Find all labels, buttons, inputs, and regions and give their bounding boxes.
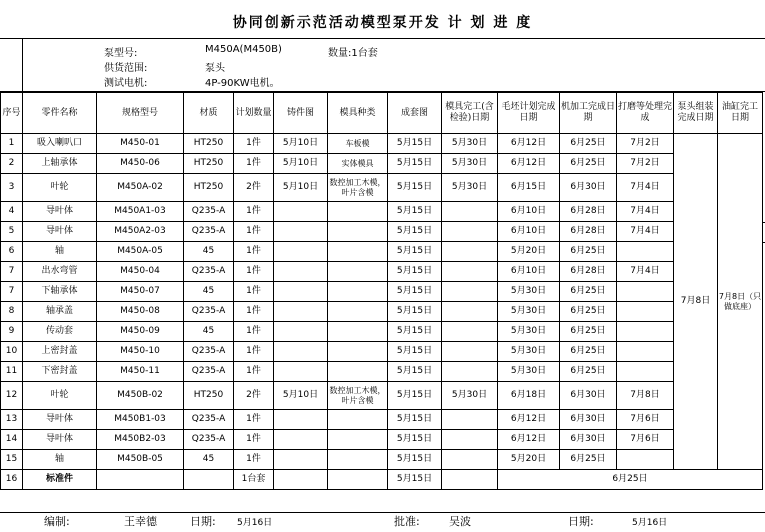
cell-blank[interactable]: 5月30日: [498, 362, 560, 382]
cell-mold[interactable]: [328, 262, 388, 282]
cell-no[interactable]: 1: [1, 134, 23, 154]
cell-name[interactable]: 吸入喇叭口: [23, 134, 97, 154]
cell-machining[interactable]: 6月25日: [560, 302, 617, 322]
cell-mold-done[interactable]: [442, 202, 498, 222]
motor-value: 4P-90KW电机。: [205, 78, 280, 89]
cell-material[interactable]: Q235-A: [184, 222, 234, 242]
cell-qty[interactable]: 2件: [234, 174, 274, 202]
cell-mold-done[interactable]: [442, 282, 498, 302]
cell-set[interactable]: 5月15日: [388, 154, 442, 174]
cell-mold[interactable]: 实体模具: [328, 154, 388, 174]
approve-name: 吴波: [449, 515, 471, 528]
cell-material[interactable]: HT250: [184, 134, 234, 154]
cell-spec[interactable]: M450A1-03: [97, 202, 184, 222]
cell-spec[interactable]: [97, 470, 184, 490]
cell-mold[interactable]: [328, 322, 388, 342]
cell-machining[interactable]: 6月25日: [560, 282, 617, 302]
pump-model-label: 泵型号:: [104, 48, 138, 59]
cell-casting[interactable]: [274, 362, 328, 382]
cell-casting[interactable]: 5月10日: [274, 134, 328, 154]
cell-casting[interactable]: [274, 430, 328, 450]
cell-spec[interactable]: M450-10: [97, 342, 184, 362]
cell-qty[interactable]: 1件: [234, 154, 274, 174]
cell-spec[interactable]: M450A-05: [97, 242, 184, 262]
cell-material[interactable]: Q235-A: [184, 410, 234, 430]
cell-blank[interactable]: 5月20日: [498, 242, 560, 262]
cell-polish[interactable]: 7月6日: [617, 410, 674, 430]
cell-name[interactable]: 下密封盖: [23, 362, 97, 382]
cell-set[interactable]: 5月15日: [388, 134, 442, 154]
cell-set[interactable]: 5月15日: [388, 302, 442, 322]
compiled-label: 编制:: [44, 515, 70, 528]
column-header: 模具种类: [328, 93, 388, 134]
cell-material[interactable]: Q235-A: [184, 362, 234, 382]
table-row: [1, 134, 763, 154]
cell-set[interactable]: 5月15日: [388, 202, 442, 222]
column-header: 毛坯计划完成日期: [498, 93, 560, 134]
cell-set[interactable]: 5月15日: [388, 242, 442, 262]
cell-no[interactable]: 4: [1, 202, 23, 222]
cell-name[interactable]: 导叶体: [23, 430, 97, 450]
cell-casting[interactable]: [274, 450, 328, 470]
cell-mold-done[interactable]: [442, 242, 498, 262]
cell-material[interactable]: 45: [184, 450, 234, 470]
cell-mold-done[interactable]: [442, 450, 498, 470]
cell-qty[interactable]: 1件: [234, 202, 274, 222]
cell-no[interactable]: 6: [1, 242, 23, 262]
cell-mold[interactable]: 车板模: [328, 134, 388, 154]
cell-material[interactable]: HT250: [184, 174, 234, 202]
cell-material[interactable]: 45: [184, 242, 234, 262]
table-row: [1, 282, 763, 302]
cell-blank[interactable]: 5月30日: [498, 342, 560, 362]
cell-material[interactable]: Q235-A: [184, 302, 234, 322]
cell-blank[interactable]: 6月15日: [498, 174, 560, 202]
column-header: 打磨等处理完成: [617, 93, 674, 134]
cell-polish[interactable]: [617, 242, 674, 262]
compiled-name: 王幸德: [124, 515, 157, 528]
cell-spec[interactable]: M450B-02: [97, 382, 184, 410]
cell-spec[interactable]: M450-11: [97, 362, 184, 382]
cell-machining[interactable]: 6月25日: [560, 154, 617, 174]
cell-material[interactable]: Q235-A: [184, 202, 234, 222]
cell-blank[interactable]: 5月30日: [498, 322, 560, 342]
cell-blank[interactable]: 6月12日: [498, 430, 560, 450]
cell-mold-done[interactable]: [442, 410, 498, 430]
cell-polish[interactable]: [617, 342, 674, 362]
cell-casting[interactable]: 5月10日: [274, 382, 328, 410]
cell-casting[interactable]: [274, 410, 328, 430]
cell-set[interactable]: 5月15日: [388, 470, 442, 490]
cell-spec[interactable]: M450-07: [97, 282, 184, 302]
table-row: [1, 202, 763, 222]
cell-material[interactable]: HT250: [184, 382, 234, 410]
cell-name[interactable]: 导叶体: [23, 222, 97, 242]
cell-mold[interactable]: [328, 470, 388, 490]
cell-casting[interactable]: [274, 202, 328, 222]
cell-material[interactable]: 45: [184, 282, 234, 302]
cell-set[interactable]: 5月15日: [388, 282, 442, 302]
cell-polish[interactable]: 7月2日: [617, 154, 674, 174]
cell-qty[interactable]: 1件: [234, 282, 274, 302]
cell-set[interactable]: 5月15日: [388, 342, 442, 362]
cell-spec[interactable]: M450B2-03: [97, 430, 184, 450]
page-title: 协同创新示范活动模型泵开发 计 划 进 度: [232, 15, 533, 31]
column-header: 泵头组装完成日期: [674, 93, 718, 134]
cell-spec[interactable]: M450-06: [97, 154, 184, 174]
cell-blank[interactable]: 6月10日: [498, 262, 560, 282]
cell-material[interactable]: Q235-A: [184, 262, 234, 282]
cell-spec[interactable]: M450B1-03: [97, 410, 184, 430]
cell-machining[interactable]: 6月25日: [560, 362, 617, 382]
cell-mold[interactable]: [328, 342, 388, 362]
cell-qty[interactable]: 1件: [234, 450, 274, 470]
cell-casting[interactable]: [274, 222, 328, 242]
column-header: 规格型号: [97, 93, 184, 134]
table-row: [1, 430, 763, 450]
cell-mold[interactable]: [328, 362, 388, 382]
cell-casting[interactable]: [274, 302, 328, 322]
cell-casting[interactable]: [274, 262, 328, 282]
cell-name[interactable]: 叶轮: [23, 382, 97, 410]
table-row: [1, 174, 763, 202]
cell-blank[interactable]: 5月20日: [498, 450, 560, 470]
date-value-2: 5月16日: [632, 518, 668, 528]
cell-name[interactable]: 导叶体: [23, 410, 97, 430]
cell-name[interactable]: 导叶体: [23, 202, 97, 222]
cell-no[interactable]: 5: [1, 222, 23, 242]
cell-machining[interactable]: 6月25日: [560, 322, 617, 342]
cell-blank[interactable]: 6月12日: [498, 410, 560, 430]
cell-spec[interactable]: M450-09: [97, 322, 184, 342]
cell-blank[interactable]: 6月10日: [498, 222, 560, 242]
cell-no[interactable]: 3: [1, 174, 23, 202]
table-row: [1, 470, 763, 490]
cell-set[interactable]: 5月15日: [388, 430, 442, 450]
cell-casting[interactable]: [274, 470, 328, 490]
motor-label: 测试电机:: [104, 78, 148, 89]
cell-polish[interactable]: 7月2日: [617, 134, 674, 154]
cell-casting[interactable]: [274, 242, 328, 262]
cell-mold-done[interactable]: [442, 322, 498, 342]
cell-casting[interactable]: 5月10日: [274, 174, 328, 202]
cell-machining[interactable]: 6月25日: [560, 450, 617, 470]
cell-no[interactable]: 16: [1, 470, 23, 490]
cell-mold-done[interactable]: [442, 362, 498, 382]
cell-qty[interactable]: 1件: [234, 242, 274, 262]
cell-set[interactable]: 5月15日: [388, 410, 442, 430]
cell-qty[interactable]: 1件: [234, 302, 274, 322]
column-header: 油缸完工日期: [718, 93, 763, 134]
cell-mold[interactable]: [328, 430, 388, 450]
column-header: 模具完工(含检验)日期: [442, 93, 498, 134]
schedule-table: [0, 92, 763, 490]
cell-name[interactable]: 传动套: [23, 322, 97, 342]
cell-date[interactable]: 6月25日: [498, 470, 763, 490]
cell-name[interactable]: 出水弯管: [23, 262, 97, 282]
cell-polish[interactable]: [617, 362, 674, 382]
cell-blank[interactable]: 5月30日: [498, 282, 560, 302]
cell-no[interactable]: 12: [1, 382, 23, 410]
cell-spec[interactable]: M450-01: [97, 134, 184, 154]
cell-no[interactable]: 2: [1, 154, 23, 174]
cell-mold[interactable]: [328, 410, 388, 430]
cylinder-date-cell[interactable]: 7月8日（只做底座）: [718, 134, 763, 470]
cell-polish[interactable]: 7月4日: [617, 202, 674, 222]
cell-material[interactable]: Q235-A: [184, 430, 234, 450]
divider: [22, 38, 23, 92]
cell-spec[interactable]: M450A2-03: [97, 222, 184, 242]
date-value-1: 5月16日: [237, 518, 273, 528]
cell-spec[interactable]: M450B-05: [97, 450, 184, 470]
table-body: [1, 134, 763, 490]
cell-no[interactable]: 7: [1, 282, 23, 302]
cell-machining[interactable]: 6月30日: [560, 382, 617, 410]
cell-mold-done[interactable]: [442, 262, 498, 282]
cell-machining[interactable]: 6月28日: [560, 202, 617, 222]
column-header: 铸件图: [274, 93, 328, 134]
cell-casting[interactable]: 5月10日: [274, 154, 328, 174]
cell-casting[interactable]: [274, 342, 328, 362]
table-row: [1, 154, 763, 174]
cell-machining[interactable]: 6月25日: [560, 134, 617, 154]
cell-mold[interactable]: [328, 222, 388, 242]
cell-name[interactable]: 叶轮: [23, 174, 97, 202]
cell-mold-done[interactable]: [442, 302, 498, 322]
cell-polish[interactable]: 7月4日: [617, 222, 674, 242]
cell-no[interactable]: 10: [1, 342, 23, 362]
cell-mold-done[interactable]: [442, 222, 498, 242]
cell-spec[interactable]: M450-04: [97, 262, 184, 282]
cell-no[interactable]: 15: [1, 450, 23, 470]
cell-machining[interactable]: 6月28日: [560, 222, 617, 242]
cell-polish[interactable]: [617, 322, 674, 342]
cell-machining[interactable]: 6月30日: [560, 410, 617, 430]
cell-name[interactable]: 标准件: [23, 470, 97, 490]
cell-qty[interactable]: 1件: [234, 222, 274, 242]
cell-mold-done[interactable]: [442, 342, 498, 362]
cell-mold-done[interactable]: [442, 430, 498, 450]
cell-mold-done[interactable]: 5月30日: [442, 154, 498, 174]
cell-mold[interactable]: [328, 282, 388, 302]
cell-set[interactable]: 5月15日: [388, 262, 442, 282]
table-row: [1, 342, 763, 362]
cell-name[interactable]: 下轴承体: [23, 282, 97, 302]
column-header: 材质: [184, 93, 234, 134]
cell-blank[interactable]: 6月12日: [498, 134, 560, 154]
cell-set[interactable]: 5月15日: [388, 382, 442, 410]
cell-mold[interactable]: 数控加工木模，叶片含模: [328, 382, 388, 410]
table-row: [1, 450, 763, 470]
cell-set[interactable]: 5月15日: [388, 450, 442, 470]
cell-machining[interactable]: 6月30日: [560, 174, 617, 202]
cell-mold-done[interactable]: 5月30日: [442, 382, 498, 410]
cell-machining[interactable]: 6月30日: [560, 430, 617, 450]
approve-label: 批准:: [394, 515, 420, 528]
header-row: [1, 93, 763, 134]
cell-blank[interactable]: 5月30日: [498, 302, 560, 322]
column-header: 计划数量: [234, 93, 274, 134]
cell-qty[interactable]: 1台套: [234, 470, 274, 490]
column-header: 零件名称: [23, 93, 97, 134]
cell-no[interactable]: 9: [1, 322, 23, 342]
date-label-1: 日期:: [190, 515, 216, 528]
table-row: [1, 222, 763, 242]
cell-polish[interactable]: [617, 302, 674, 322]
cell-mold-done[interactable]: [442, 470, 498, 490]
column-header: 序号: [1, 93, 23, 134]
cell-name[interactable]: 轴: [23, 242, 97, 262]
table-row: [1, 382, 763, 410]
date-label-2: 日期:: [568, 515, 594, 528]
cell-set[interactable]: 5月15日: [388, 222, 442, 242]
cell-mold-done[interactable]: 5月30日: [442, 174, 498, 202]
cell-qty[interactable]: 1件: [234, 134, 274, 154]
cell-set[interactable]: 5月15日: [388, 174, 442, 202]
scope-label: 供货范围:: [104, 63, 148, 74]
cell-qty[interactable]: 2件: [234, 382, 274, 410]
column-header: 机加工完成日期: [560, 93, 617, 134]
cell-qty[interactable]: 1件: [234, 410, 274, 430]
cell-blank[interactable]: 6月18日: [498, 382, 560, 410]
cell-mold[interactable]: 数控加工木模，叶片含模: [328, 174, 388, 202]
cell-qty[interactable]: 1件: [234, 342, 274, 362]
cell-name[interactable]: 上轴承体: [23, 154, 97, 174]
cell-set[interactable]: 5月15日: [388, 362, 442, 382]
cell-polish[interactable]: 7月4日: [617, 262, 674, 282]
cell-qty[interactable]: 1件: [234, 262, 274, 282]
cell-material[interactable]: [184, 470, 234, 490]
cell-name[interactable]: 轴承盖: [23, 302, 97, 322]
cell-blank[interactable]: 6月10日: [498, 202, 560, 222]
pump-model-value: M450A(M450B): [205, 44, 282, 55]
cell-no[interactable]: 8: [1, 302, 23, 322]
quantity-text: 数量:1台套: [328, 48, 378, 59]
table-row: [1, 262, 763, 282]
table-row: [1, 362, 763, 382]
cell-qty[interactable]: 1件: [234, 430, 274, 450]
cell-blank[interactable]: 6月12日: [498, 154, 560, 174]
cell-machining[interactable]: 6月25日: [560, 242, 617, 262]
footer-divider: [0, 512, 765, 513]
cell-mold[interactable]: [328, 302, 388, 322]
cell-name[interactable]: 轴: [23, 450, 97, 470]
cell-polish[interactable]: 7月4日: [617, 174, 674, 202]
cell-material[interactable]: Q235-A: [184, 342, 234, 362]
scope-value: 泵头: [205, 63, 225, 74]
table-row: [1, 242, 763, 262]
cell-no[interactable]: 14: [1, 430, 23, 450]
cell-mold[interactable]: [328, 450, 388, 470]
cell-no[interactable]: 13: [1, 410, 23, 430]
cell-machining[interactable]: 6月28日: [560, 262, 617, 282]
cell-no[interactable]: 11: [1, 362, 23, 382]
cell-no[interactable]: 7: [1, 262, 23, 282]
cell-set[interactable]: 5月15日: [388, 322, 442, 342]
cell-polish[interactable]: [617, 450, 674, 470]
table-row: [1, 302, 763, 322]
cell-name[interactable]: 上密封盖: [23, 342, 97, 362]
table-row: [1, 410, 763, 430]
cell-qty[interactable]: 1件: [234, 322, 274, 342]
cell-casting[interactable]: [274, 322, 328, 342]
cell-mold[interactable]: [328, 242, 388, 262]
cell-spec[interactable]: M450A-02: [97, 174, 184, 202]
table-row: [1, 322, 763, 342]
cell-mold-done[interactable]: 5月30日: [442, 134, 498, 154]
cell-polish[interactable]: 7月8日: [617, 382, 674, 410]
assembly-date-cell[interactable]: 7月8日: [674, 134, 718, 470]
cell-casting[interactable]: [274, 282, 328, 302]
cell-spec[interactable]: M450-08: [97, 302, 184, 322]
cell-polish[interactable]: 7月6日: [617, 430, 674, 450]
cell-material[interactable]: 45: [184, 322, 234, 342]
cell-mold[interactable]: [328, 202, 388, 222]
cell-material[interactable]: HT250: [184, 154, 234, 174]
cell-polish[interactable]: [617, 282, 674, 302]
cell-qty[interactable]: 1件: [234, 362, 274, 382]
column-header: 成套图: [388, 93, 442, 134]
cell-machining[interactable]: 6月25日: [560, 342, 617, 362]
